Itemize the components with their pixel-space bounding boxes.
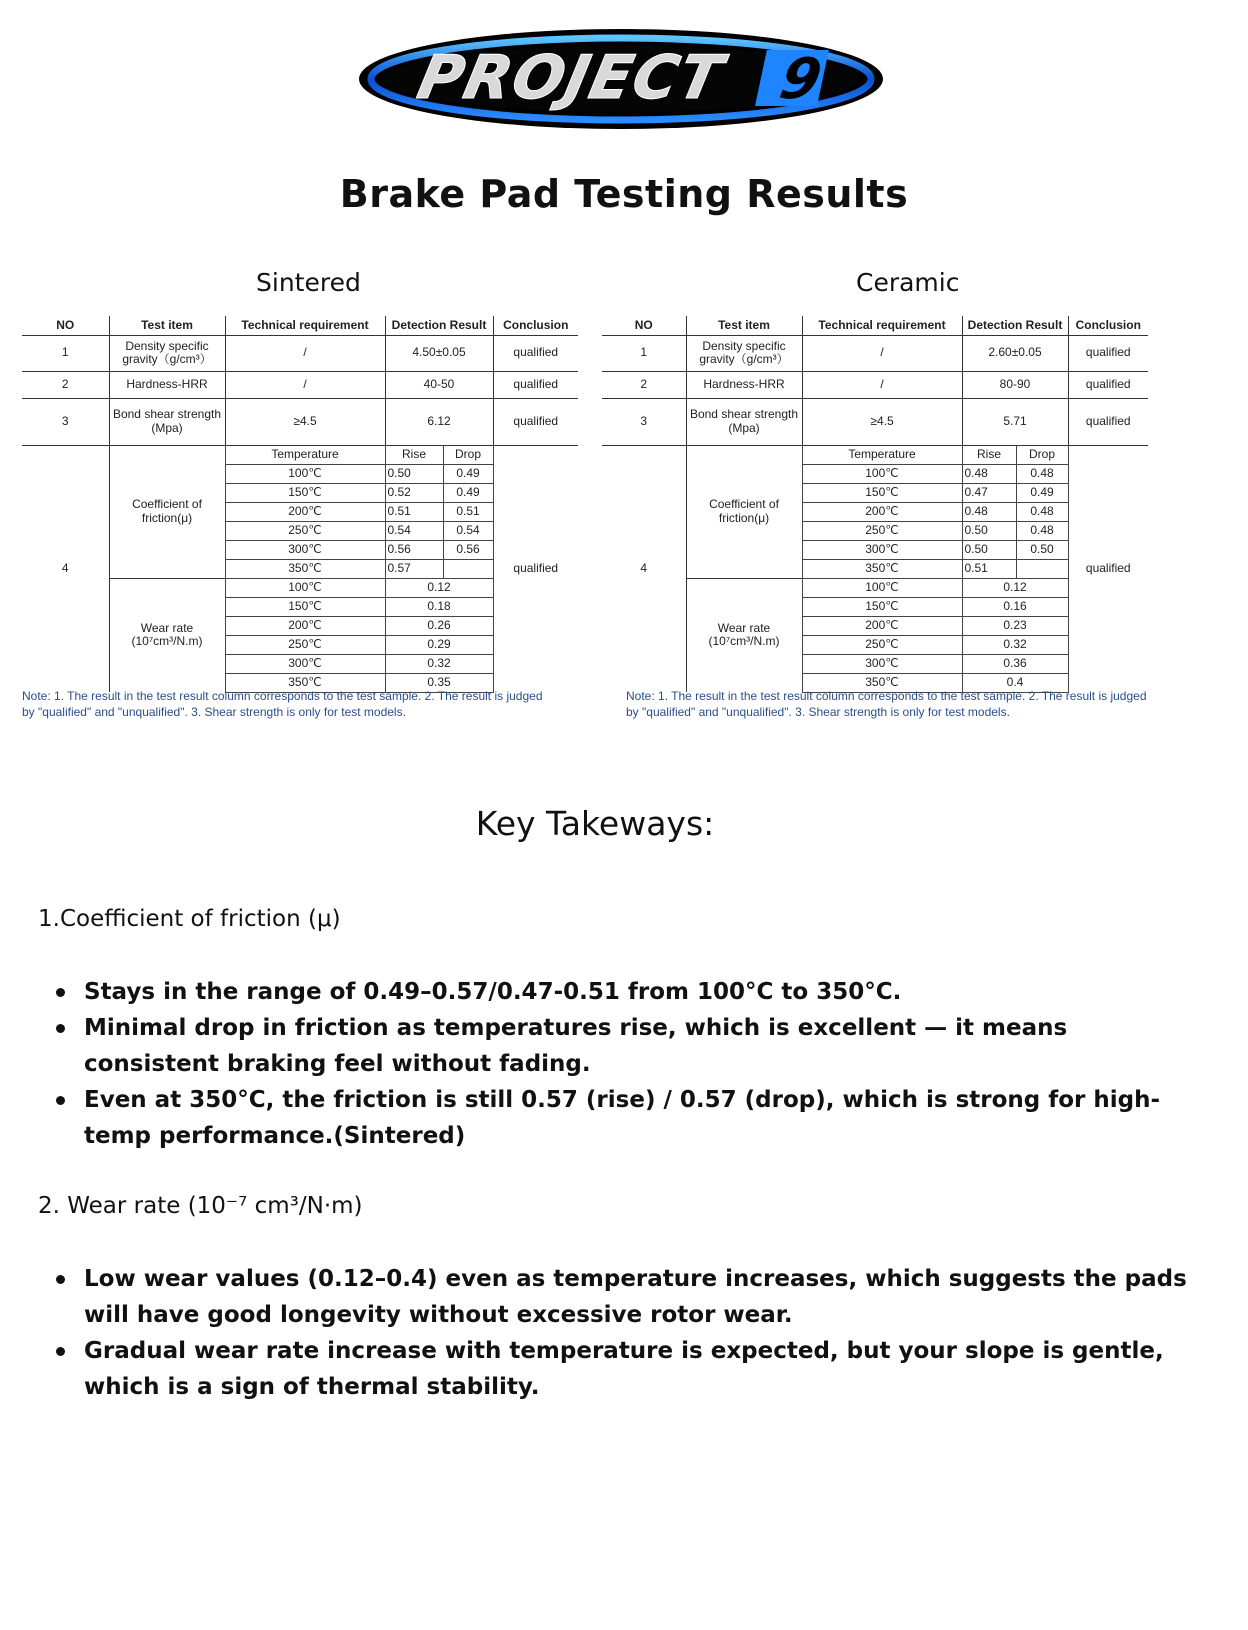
friction-drop: 0.48 [1016, 464, 1068, 483]
tech-requirement: ≥4.5 [802, 398, 962, 445]
friction-rise: 0.51 [962, 559, 1016, 578]
sintered-table [22, 316, 578, 693]
friction-rise: 0.50 [962, 540, 1016, 559]
wear-temp: 100℃ [225, 578, 385, 597]
friction-drop: 0.54 [443, 521, 493, 540]
header-conclusion: Conclusion [1068, 316, 1148, 335]
sintered-heading: Sintered [256, 268, 361, 297]
detection-result: 40-50 [385, 371, 493, 398]
friction-drop: 0.51 [443, 502, 493, 521]
conclusion: qualified [1068, 371, 1148, 398]
row-no: 3 [22, 398, 109, 445]
friction-temp: 200℃ [225, 502, 385, 521]
rise-header: Rise [962, 445, 1016, 464]
drop-header: Drop [1016, 445, 1068, 464]
friction-temp: 250℃ [225, 521, 385, 540]
wear-value: 0.26 [385, 616, 493, 635]
header-conclusion: Conclusion [493, 316, 578, 335]
friction-drop: 0.56 [443, 540, 493, 559]
friction-drop: 0.48 [1016, 521, 1068, 540]
list-item: Stays in the range of 0.49–0.57/0.47-0.51 from 100°C to 350°C. [50, 974, 1210, 1010]
tech-requirement: / [225, 371, 385, 398]
sintered-note: Note: 1. The result in the test result column corresponds to the test sample. 2. The result is judged by "qualified" and "unqualified". 3. Shear strength is only for test models. [22, 689, 543, 720]
section-friction-title: 1.Coefficient of friction (μ) [38, 906, 341, 932]
row-no: 1 [602, 335, 686, 371]
test-item: Hardness-HRR [686, 371, 802, 398]
friction-temp: 100℃ [802, 464, 962, 483]
friction-rise: 0.48 [962, 464, 1016, 483]
wear-value: 0.32 [385, 654, 493, 673]
friction-rise: 0.47 [962, 483, 1016, 502]
list-item: Even at 350°C, the friction is still 0.57 (rise) / 0.57 (drop), which is strong for high-temp performance.(Sintered) [50, 1082, 1210, 1154]
tech-requirement: ≥4.5 [225, 398, 385, 445]
wear-value: 0.36 [962, 654, 1068, 673]
wear-temp: 100℃ [802, 578, 962, 597]
wear-label: Wear rate (10⁷cm³/N.m) [109, 578, 225, 692]
header-detection-result: Detection Result [385, 316, 493, 335]
row-no: 3 [602, 398, 686, 445]
conclusion: qualified [1068, 398, 1148, 445]
conclusion: qualified [493, 335, 578, 371]
list-item: Low wear values (0.12–0.4) even as temperature increases, which suggests the pads will have good longevity without excessive rotor wear. [50, 1261, 1210, 1333]
detection-result: 5.71 [962, 398, 1068, 445]
friction-temp: 350℃ [225, 559, 385, 578]
friction-temp: 100℃ [225, 464, 385, 483]
header-no: NO [22, 316, 109, 335]
wear-temp: 200℃ [225, 616, 385, 635]
wear-value: 0.29 [385, 635, 493, 654]
wear-value: 0.23 [962, 616, 1068, 635]
tech-requirement: / [802, 335, 962, 371]
conclusion: qualified [493, 398, 578, 445]
wear-temp: 300℃ [802, 654, 962, 673]
friction-drop [1016, 559, 1068, 578]
header-test-item: Test item [686, 316, 802, 335]
detection-result: 4.50±0.05 [385, 335, 493, 371]
temperature-header: Temperature [802, 445, 962, 464]
table-row [22, 335, 578, 371]
friction-temp: 300℃ [802, 540, 962, 559]
conclusion: qualified [1068, 335, 1148, 371]
test-item: Density specific gravity（g/cm³） [686, 335, 802, 371]
svg-text:PROJECT: PROJECT [411, 43, 730, 113]
friction-label: Coefficient of friction(μ) [686, 445, 802, 578]
friction-temp: 200℃ [802, 502, 962, 521]
wear-temp: 200℃ [802, 616, 962, 635]
table-row [602, 335, 1148, 371]
wear-value: 0.4 [962, 673, 1068, 692]
conclusion: qualified [1085, 561, 1131, 576]
row-no: 4 [61, 561, 69, 576]
friction-temp: 350℃ [802, 559, 962, 578]
friction-rise: 0.48 [962, 502, 1016, 521]
wear-value: 0.32 [962, 635, 1068, 654]
wear-value: 0.35 [385, 673, 493, 692]
friction-temp: 150℃ [225, 483, 385, 502]
friction-rise: 0.57 [385, 559, 443, 578]
friction-rise: 0.52 [385, 483, 443, 502]
friction-drop: 0.49 [443, 464, 493, 483]
detection-result: 6.12 [385, 398, 493, 445]
wear-temp: 150℃ [802, 597, 962, 616]
ceramic-heading: Ceramic [856, 268, 960, 297]
friction-rise: 0.56 [385, 540, 443, 559]
bullet-icon [56, 1024, 65, 1033]
page-title: Brake Pad Testing Results [339, 172, 909, 216]
row-no: 2 [22, 371, 109, 398]
friction-temp: 300℃ [225, 540, 385, 559]
wear-temp: 350℃ [225, 673, 385, 692]
wear-temp: 250℃ [802, 635, 962, 654]
detection-result: 2.60±0.05 [962, 335, 1068, 371]
friction-drop: 0.50 [1016, 540, 1068, 559]
detection-result: 80-90 [962, 371, 1068, 398]
friction-drop [443, 559, 493, 578]
wear-value: 0.16 [962, 597, 1068, 616]
bullet-icon [56, 1275, 65, 1284]
test-item: Bond shear strength (Mpa) [686, 398, 802, 445]
friction-rise: 0.50 [385, 464, 443, 483]
header-no: NO [602, 316, 686, 335]
temperature-header: Temperature [225, 445, 385, 464]
test-item: Hardness-HRR [109, 371, 225, 398]
svg-text:9: 9 [774, 46, 828, 112]
wear-bullets [50, 1261, 1210, 1405]
wear-temp: 250℃ [225, 635, 385, 654]
friction-bullets [50, 974, 1210, 1154]
header-technical-requirement: Technical requirement [225, 316, 385, 335]
friction-drop: 0.48 [1016, 502, 1068, 521]
ceramic-table [602, 316, 1148, 693]
tech-requirement: / [802, 371, 962, 398]
bullet-icon [56, 1347, 65, 1356]
wear-value: 0.12 [962, 578, 1068, 597]
list-item: Minimal drop in friction as temperatures rise, which is excellent — it means consistent braking feel without fading. [50, 1010, 1210, 1082]
conclusion: qualified [493, 371, 578, 398]
wear-value: 0.18 [385, 597, 493, 616]
row-no: 4 [640, 561, 648, 576]
rise-header: Rise [385, 445, 443, 464]
row-no: 1 [22, 335, 109, 371]
friction-drop: 0.49 [1016, 483, 1068, 502]
header-detection-result: Detection Result [962, 316, 1068, 335]
test-item: Density specific gravity（g/cm³） [109, 335, 225, 371]
header-technical-requirement: Technical requirement [802, 316, 962, 335]
wear-temp: 350℃ [802, 673, 962, 692]
friction-rise: 0.54 [385, 521, 443, 540]
friction-temp: 250℃ [802, 521, 962, 540]
table-row [22, 371, 578, 398]
list-item: Gradual wear rate increase with temperature is expected, but your slope is gentle, which is a sign of thermal stability. [50, 1333, 1210, 1405]
header-test-item: Test item [109, 316, 225, 335]
tech-requirement: / [225, 335, 385, 371]
bullet-icon [56, 988, 65, 997]
takeaways-title: Key Takeways: [475, 804, 715, 843]
ceramic-note: Note: 1. The result in the test result column corresponds to the test sample. 2. The result is judged by "qualified" and "unqualified". 3. Shear strength is only for test models. [626, 689, 1147, 720]
row-no: 2 [602, 371, 686, 398]
conclusion: qualified [513, 561, 559, 576]
drop-header: Drop [443, 445, 493, 464]
table-row [602, 371, 1148, 398]
section-wear-title: 2. Wear rate (10⁻⁷ cm³/N·m) [38, 1193, 363, 1219]
project9-logo [352, 26, 890, 132]
wear-label: Wear rate (10⁷cm³/N.m) [686, 578, 802, 692]
friction-drop: 0.49 [443, 483, 493, 502]
table-row [602, 398, 1148, 445]
friction-rise: 0.50 [962, 521, 1016, 540]
friction-label: Coefficient of friction(μ) [109, 445, 225, 578]
test-item: Bond shear strength (Mpa) [109, 398, 225, 445]
bullet-icon [56, 1096, 65, 1105]
wear-value: 0.12 [385, 578, 493, 597]
wear-temp: 300℃ [225, 654, 385, 673]
wear-temp: 150℃ [225, 597, 385, 616]
table-row [22, 398, 578, 445]
friction-temp: 150℃ [802, 483, 962, 502]
friction-rise: 0.51 [385, 502, 443, 521]
